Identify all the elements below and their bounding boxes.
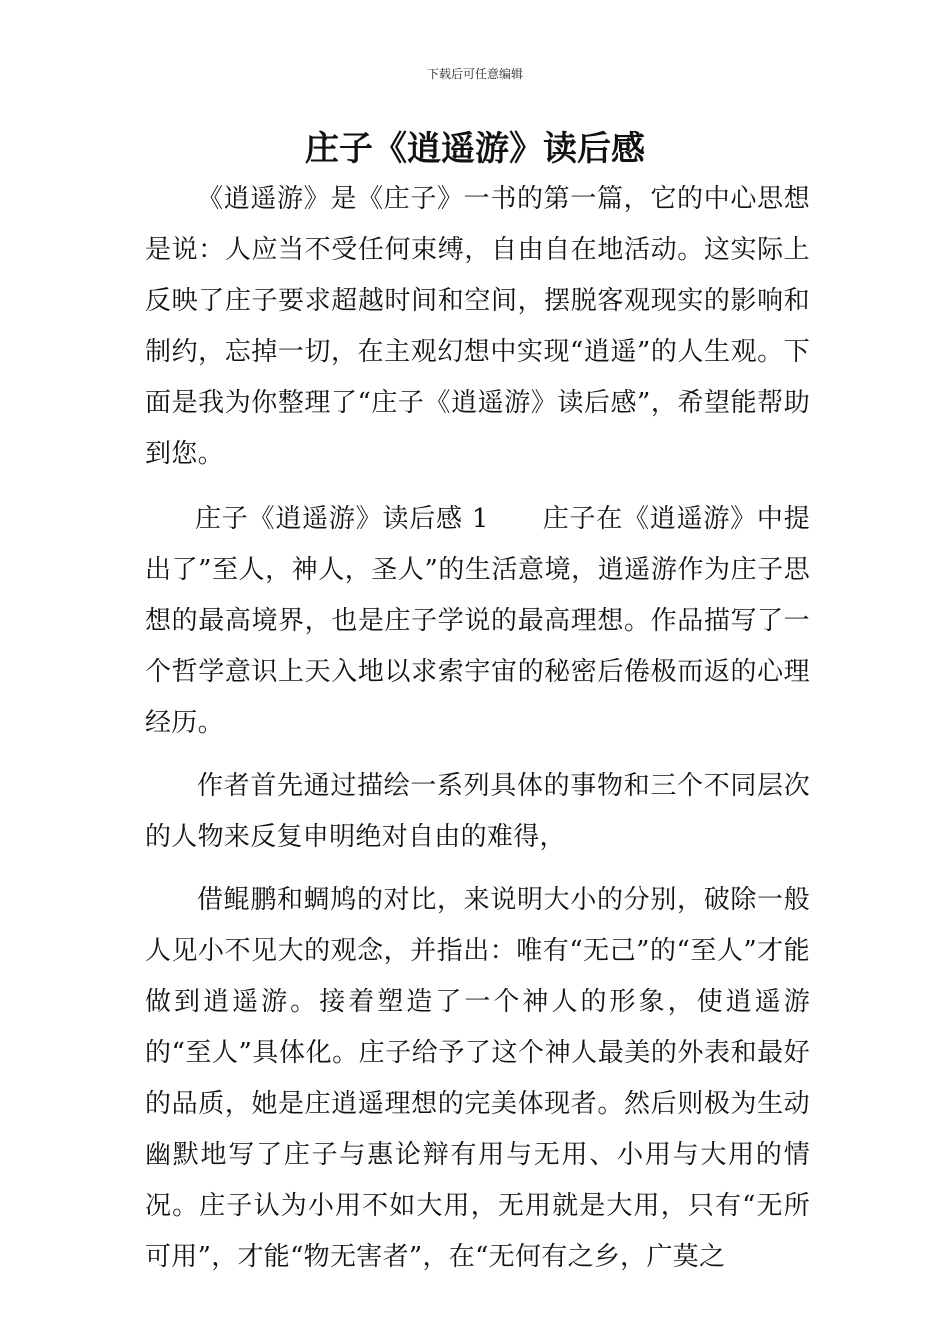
paragraph-intro: 《逍遥游》是《庄子》一书的第一篇，它的中心思想是说：人应当不受任何束缚，自由自在地活动。这实际上反映了庄子要求超越时间和空间，摆脱客观现实的影响和制约，忘掉一切，在主观幻想中实现“逍遥”的人生观。下面是我为你整理了“庄子《逍遥游》读后感”，希望能帮助到您。: [145, 184, 810, 469]
header-note: 下载后可任意编辑: [426, 67, 523, 81]
document-title: 庄子《逍遥游》读后感: [305, 129, 645, 169]
document-body: [145, 174, 810, 1283]
paragraph-author-approach: 作者首先通过描绘一系列具体的事物和三个不同层次的人物来反复申明绝对自由的难得，: [145, 771, 810, 852]
paragraph-essay-1: 庄子《逍遥游》读后感 1 庄子在《逍遥游》中提出了”至人，神人，圣人”的生活意境，逍遥游作为庄子思想的最高境界，也是庄子学说的最高理想。作品描写了一个哲学意识上天入地以求索宇宙的秘密后倦极而返的心理经历。: [145, 504, 810, 738]
paragraph-kunpeng-comparison: 借鲲鹏和蜩鸠的对比，来说明大小的分别，破除一般人见小不见大的观念，并指出：唯有“无己”的“至人”才能做到逍遥游。接着塑造了一个神人的形象，使逍遥游的“至人”具体化。庄子给予了这个神人最美的外表和最好的品质，她是庄逍遥理想的完美体现者。然后则极为生动幽默地写了庄子与惠论辩有用与无用、小用与大用的情况。庄子认为小用不如大用，无用就是大用，只有“无所可用”，才能“物无害者”，在“无何有之乡，广莫之: [145, 885, 810, 1272]
